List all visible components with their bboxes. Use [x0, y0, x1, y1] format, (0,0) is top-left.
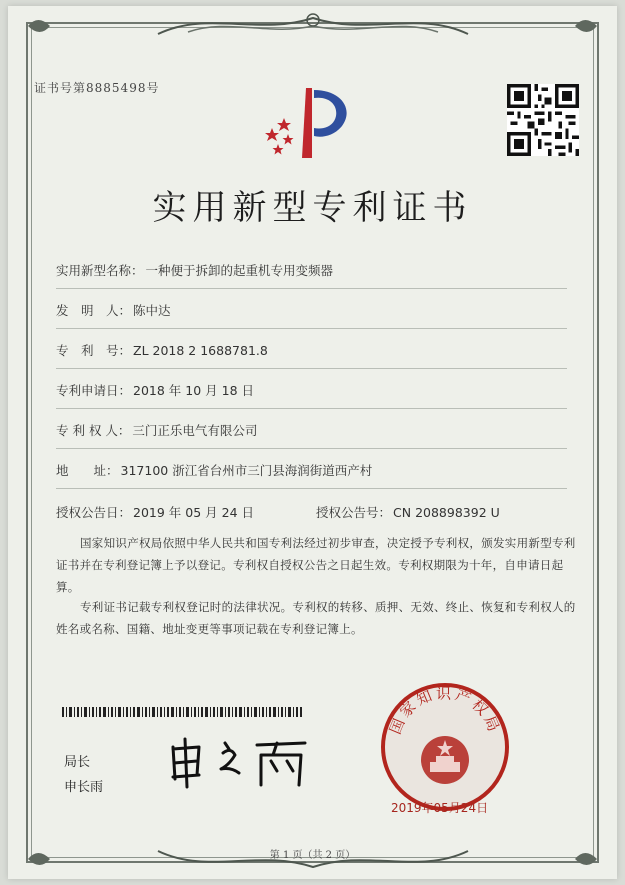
- director-signature: [165, 735, 315, 790]
- field-divider: [56, 448, 567, 449]
- field-label: 专 利 权 人：: [56, 423, 131, 438]
- field-label: 授权公告号：: [316, 505, 392, 520]
- statement-paragraph: 国家知识产权局依照中华人民共和国专利法经过初步审查，决定授予专利权，颁发实用新型专利证书并在专利登记簿上予以登记。专利权自授权公告之日起生效。专利权期限为十年，自申请日起算。: [56, 536, 576, 594]
- certificate-number-value: 8885498: [86, 81, 147, 95]
- seal-text: 国家知识产权局: [386, 684, 504, 737]
- national-emblem-icon: [421, 736, 469, 784]
- field-value: 三门正乐电气有限公司: [132, 423, 258, 438]
- field-label: 授权公告日：: [56, 505, 132, 520]
- seal-date: 2019年05月24日: [391, 801, 489, 815]
- page-number: 第 1 页（共 2 页）: [269, 850, 356, 861]
- qr-code[interactable]: [507, 84, 579, 156]
- certificate-title: 实用新型专利证书: [152, 188, 473, 228]
- field-patent-number: [56, 341, 268, 359]
- field-label: 地 址：: [56, 463, 119, 478]
- legal-status-paragraph: 专利证书记载专利权登记时的法律状况。专利权的转移、质押、无效、终止、恢复和专利权人的姓名或名称、国籍、地址变更等事项记载在专利登记簿上。: [56, 600, 576, 636]
- certificate-number-label: 证书号第: [34, 81, 87, 95]
- official-seal: [378, 680, 512, 814]
- field-value: 317100 浙江省台州市三门县海润街道西产村: [120, 463, 373, 478]
- field-address: [56, 461, 372, 479]
- field-value: 2019 年 05 月 24 日: [133, 505, 255, 520]
- field-value: 2018 年 10 月 18 日: [133, 383, 255, 398]
- director-name: 申长雨: [64, 780, 104, 795]
- field-application-date: [56, 381, 254, 399]
- field-label: 实用新型名称：: [56, 263, 144, 278]
- barcode: [62, 707, 302, 717]
- field-label: 专利申请日：: [56, 383, 132, 398]
- field-value: ZL 2018 2 1688781.8: [133, 343, 268, 358]
- field-inventor: [56, 301, 171, 319]
- certificate-number: [34, 79, 159, 96]
- field-label: 专 利 号：: [56, 343, 132, 358]
- field-grant-number: [316, 503, 500, 521]
- field-value: 陈中达: [133, 303, 171, 318]
- patent-office-logo-icon: [262, 82, 362, 162]
- certificate-number-suffix: 号: [146, 81, 160, 95]
- field-divider: [56, 328, 567, 329]
- director-title: 局长: [64, 755, 91, 770]
- field-divider: [56, 288, 567, 289]
- top-ornament: [8, 6, 617, 46]
- field-value: CN 208898392 U: [393, 505, 500, 520]
- field-grant-date: [56, 503, 254, 521]
- field-label: 发 明 人：: [56, 303, 132, 318]
- field-divider: [56, 488, 567, 489]
- field-value: 一种便于拆卸的起重机专用变频器: [145, 263, 334, 278]
- field-divider: [56, 368, 567, 369]
- field-divider: [56, 408, 567, 409]
- field-utility-model-name: [56, 261, 333, 279]
- field-patentee: [56, 421, 257, 439]
